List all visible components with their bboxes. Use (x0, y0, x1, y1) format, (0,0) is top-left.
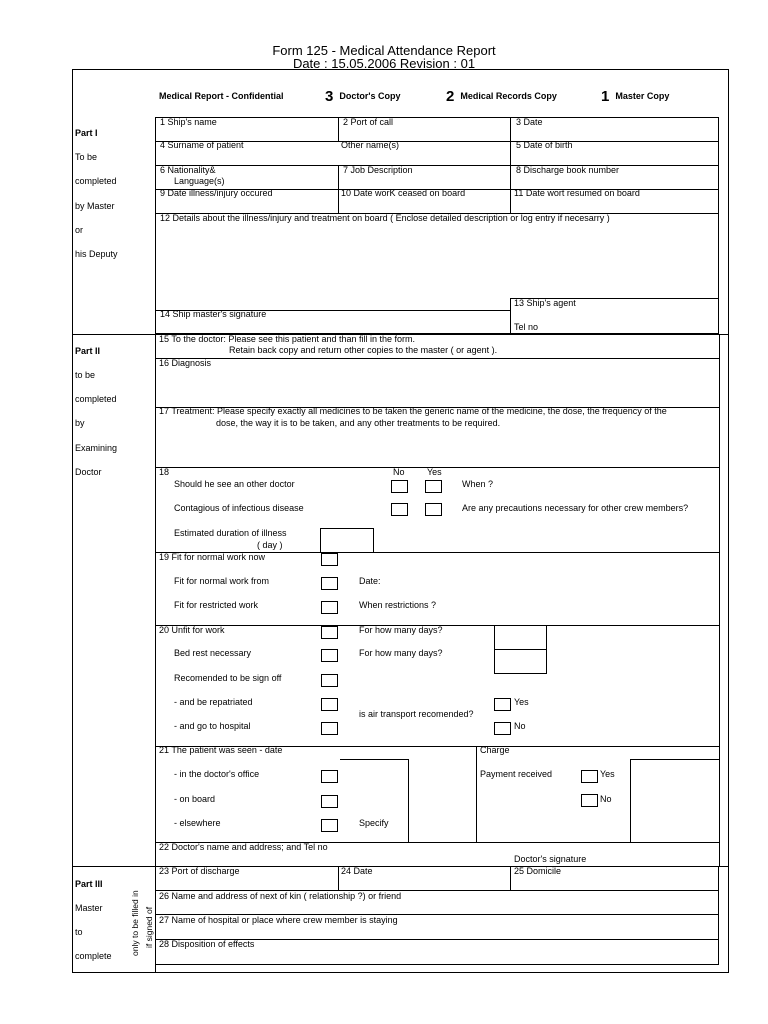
duration-label: Estimated duration of illness (174, 528, 287, 538)
field-domicile[interactable]: 25 Domicile (514, 866, 562, 876)
col-line (408, 759, 409, 842)
how-many-days-label: For how many days? (359, 648, 443, 658)
field-ships-name[interactable]: 1 Ship's name (160, 117, 217, 127)
field-date-work-resumed[interactable]: 11 Date wort resumed on board (514, 188, 640, 198)
unfit-checkbox[interactable] (321, 626, 338, 639)
charge-label: Charge (480, 745, 510, 755)
field-hospital-staying[interactable]: 27 Name of hospital or place where crew member is staying (159, 915, 398, 925)
field-ships-agent[interactable]: 13 Ship's agent (514, 298, 576, 308)
field-port-of-discharge[interactable]: 23 Port of discharge (159, 866, 240, 876)
air-transport-yes-label: Yes (514, 697, 529, 707)
part2-line: Examining (75, 443, 118, 453)
f15-instructions: 15 To the doctor: Please see this patient and than fill in the form. (159, 334, 415, 344)
part2-line: Doctor (75, 467, 102, 477)
field-date-of-birth[interactable]: 5 Date of birth (516, 140, 573, 150)
field-discharge-book[interactable]: 8 Discharge book number (516, 165, 620, 175)
doctors-office-checkbox[interactable] (321, 770, 338, 783)
field-treatment[interactable]: 17 Treatment: Please specify exactly all medicines to be taken the generic name of the medicine, the dose, the frequency of the (159, 406, 667, 416)
part3-note-2: if signed of (144, 906, 154, 948)
payment-yes-label: Yes (600, 769, 615, 779)
col-line (338, 165, 339, 213)
unfit-days-input[interactable] (494, 625, 547, 650)
col-line (630, 759, 631, 842)
part2-line: by (75, 418, 85, 428)
col-line (476, 746, 477, 842)
field-agent-tel[interactable]: Tel no (514, 322, 539, 332)
records-copy-heading: 2 Medical Records Copy (446, 88, 557, 105)
fit-restricted-checkbox[interactable] (321, 601, 338, 614)
contagious-label: Contagious of infectious disease (174, 503, 304, 513)
doctor-address-field[interactable]: 22 Doctor's name and address; and Tel no (159, 842, 328, 852)
doctors-office-label: - in the doctor's office (174, 769, 260, 779)
field-other-names[interactable]: Other name(s) (341, 140, 400, 150)
col-line (510, 866, 511, 890)
form-title: Form 125 - Medical Attendance Report (272, 43, 496, 58)
part1-line: To be (75, 152, 98, 162)
field-port-of-call[interactable]: 2 Port of call (343, 117, 394, 127)
field-next-of-kin[interactable]: 26 Name and address of next of kin ( relationship ?) or friend (159, 891, 402, 901)
col-line (510, 298, 511, 334)
hospital-label: - and go to hospital (174, 721, 251, 731)
part3-line: Master (75, 903, 103, 913)
field-18-number: 18 (159, 467, 170, 477)
repatriated-checkbox[interactable] (321, 698, 338, 711)
row-line (340, 759, 408, 760)
fit-restricted-label: Fit for restricted work (174, 600, 259, 610)
part2-line: completed (75, 394, 117, 404)
form-revision: Date : 15.05.2006 Revision : 01 (292, 56, 476, 71)
on-board-checkbox[interactable] (321, 795, 338, 808)
fit-from-checkbox[interactable] (321, 577, 338, 590)
fit-from-label: Fit for normal work from (174, 576, 270, 586)
part1-line: his Deputy (75, 249, 118, 259)
field-treatment-2: dose, the way it is to be taken, and any other treatments to be required. (216, 418, 501, 428)
other-doctor-yes-checkbox[interactable] (425, 480, 442, 493)
other-doctor-no-checkbox[interactable] (391, 480, 408, 493)
elsewhere-label: - elsewhere (174, 818, 221, 828)
field-surname[interactable]: 4 Surname of patient (160, 140, 244, 150)
field-disposition-of-effects[interactable]: 28 Disposition of effects (159, 939, 255, 949)
confidential-heading: Medical Report - Confidential (159, 91, 284, 101)
air-transport-no-checkbox[interactable] (494, 722, 511, 735)
part2-line: to be (75, 370, 96, 380)
fit-date-label: Date: (359, 576, 381, 586)
hospital-checkbox[interactable] (321, 722, 338, 735)
field-diagnosis[interactable]: 16 Diagnosis (159, 358, 212, 368)
sign-off-checkbox[interactable] (321, 674, 338, 687)
col-line (719, 334, 720, 866)
row-line (630, 759, 719, 760)
precautions-label: Are any precautions necessary for other crew members? (462, 503, 689, 513)
unfit-label: 20 Unfit for work (159, 625, 225, 635)
when-restrictions-label: When restrictions ? (359, 600, 437, 610)
bed-rest-checkbox[interactable] (321, 649, 338, 662)
sign-off-label: Recomended to be sign off (174, 673, 282, 683)
row-line (155, 165, 719, 166)
yes-header: Yes (427, 467, 442, 477)
field-date-illness[interactable]: 9 Date illness/injury occured (160, 188, 273, 198)
part3-note-1: only to be filled in (130, 890, 140, 956)
seen-date-label: 21 The patient was seen - date (159, 745, 283, 755)
payment-yes-checkbox[interactable] (581, 770, 598, 783)
air-transport-no-label: No (514, 721, 526, 731)
doctor-signature-field[interactable]: Doctor's signature (514, 854, 587, 864)
part1-line: by Master (75, 201, 115, 211)
f15-instructions-2: Retain back copy and return other copies to the master ( or agent ). (229, 345, 498, 355)
payment-no-checkbox[interactable] (581, 794, 598, 807)
col-line (338, 866, 339, 890)
part1-line: or (75, 225, 84, 235)
field-date-work-ceased[interactable]: 10 Date worK ceased on board (341, 188, 466, 198)
other-doctor-label: Should he see an other doctor (174, 479, 295, 489)
repatriated-label: - and be repatriated (174, 697, 253, 707)
no-header: No (393, 467, 405, 477)
row-line (155, 358, 719, 359)
part3-line: to (75, 927, 83, 937)
on-board-label: - on board (174, 794, 216, 804)
payment-no-label: No (600, 794, 612, 804)
col-line (510, 117, 511, 213)
contagious-yes-checkbox[interactable] (425, 503, 442, 516)
field-language: Language(s) (174, 176, 225, 186)
part2-heading: Part II (75, 346, 101, 356)
field-nationality[interactable]: 6 Nationality& (160, 165, 216, 175)
bed-rest-days-input[interactable] (494, 649, 547, 674)
part3-line: complete (75, 951, 112, 961)
col-line (338, 117, 339, 141)
field-date[interactable]: 3 Date (516, 117, 543, 127)
doctors-copy-heading: 3 Doctor's Copy (325, 88, 401, 105)
fit-now-checkbox[interactable] (321, 553, 338, 566)
field-discharge-date[interactable]: 24 Date (341, 866, 373, 876)
part3-heading: Part III (75, 879, 103, 889)
specify-label: Specify (359, 818, 389, 828)
payment-label: Payment received (480, 769, 553, 779)
duration-day-label: ( day ) (257, 540, 283, 550)
elsewhere-checkbox[interactable] (321, 819, 338, 832)
air-transport-label: is air transport recomended? (359, 709, 474, 719)
fit-now-label: 19 Fit for normal work now (159, 552, 266, 562)
duration-input[interactable] (320, 528, 374, 553)
bed-rest-label: Bed rest necessary (174, 648, 252, 658)
part1-heading: Part I (75, 128, 98, 138)
field-details[interactable]: 12 Details about the illness/injury and treatment on board ( Enclose detailed description or log entry if necesarry ) (160, 213, 610, 223)
contagious-no-checkbox[interactable] (391, 503, 408, 516)
part1-line: completed (75, 176, 117, 186)
field-master-signature[interactable]: 14 Ship master's signature (160, 309, 267, 319)
how-many-days-label: For how many days? (359, 625, 443, 635)
field-job-description[interactable]: 7 Job Description (343, 165, 413, 175)
master-copy-heading: 1 Master Copy (601, 88, 670, 105)
air-transport-yes-checkbox[interactable] (494, 698, 511, 711)
when-label: When ? (462, 479, 494, 489)
